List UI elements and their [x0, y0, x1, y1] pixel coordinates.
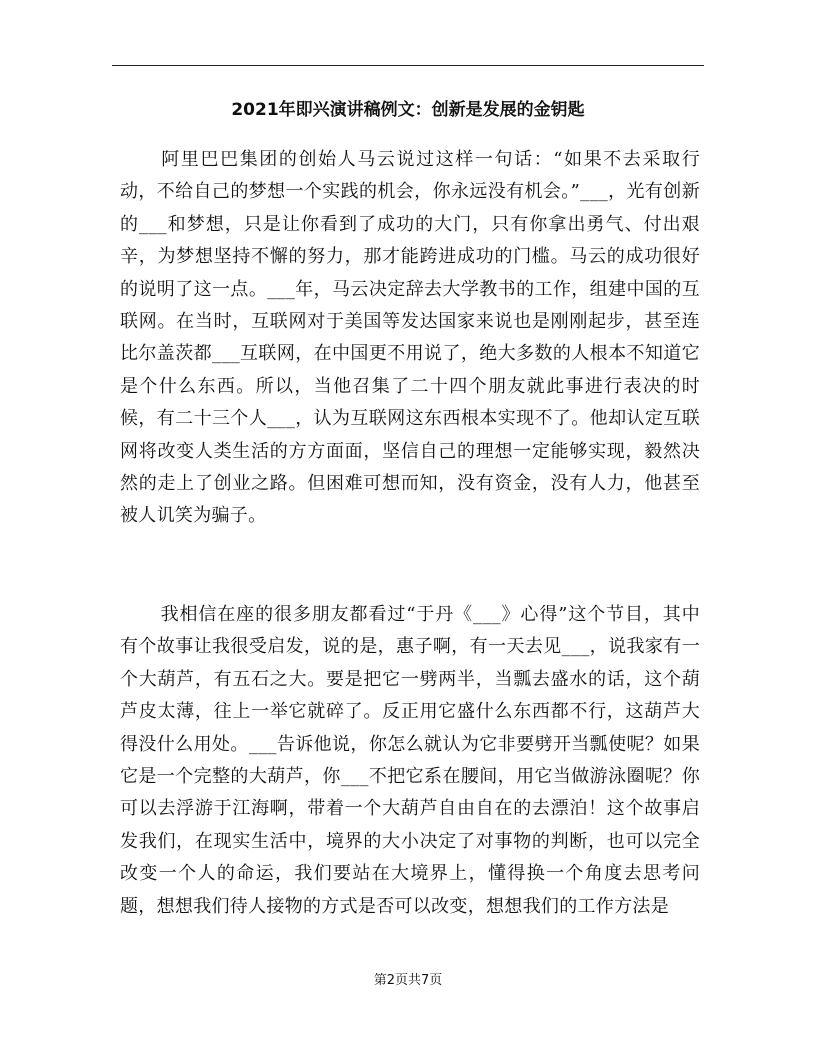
paragraph-2	[120, 599, 700, 923]
page-number-footer: 第2页共7页	[373, 973, 443, 988]
document-title: 2021年即兴演讲稿例文：创新是发展的金钥匙	[231, 100, 585, 120]
header-rule	[112, 65, 704, 66]
paragraph-1-text: 阿里巴巴集团的创始人马云说过这样一句话：“如果不去采取行动，不给自己的梦想一个实践的机会，你永远没有机会。”___，光有创新的___和梦想，只是让你看到了成功的大门，只有你拿出勇气、付出艰辛，为梦想坚持不懈的努力，那才能跨进成功的门槛。马云的成功很好的说明了这一点。___年，马云决定辞去大学教书的工作，组建中国的互联网。在当时，互联网对于美国等发达国家来说也是刚刚起步，甚至连比尔盖茨都___互联网，在中国更不用说了，绝大多数的人根本不知道它是个什么东西。所以，当他召集了二十四个朋友就此事进行表决的时候，有二十三个人___，认为互联网这东西根本实现不了。他却认定互联网将改变人类生活的方方面面，坚信自己的理想一定能够实现，毅然决然的走上了创业之路。但困难可想而知，没有资金，没有人力，他甚至被人讥笑为骗子。	[120, 149, 700, 527]
paragraph-2-text: 我相信在座的很多朋友都看过“于丹《___》心得”这个节目，其中有个故事让我很受启发，说的是，惠子啊，有一天去见___，说我家有一个大葫芦，有五石之大。要是把它一劈两半，当瓢去盛水的话，这个葫芦皮太薄，往上一举它就碎了。反正用它盛什么东西都不行，这葫芦大得没什么用处。___告诉他说，你怎么就认为它非要劈开当瓢使呢？如果它是一个完整的大葫芦，你___不把它系在腰间，用它当做游泳圈呢？你可以去浮游于江海啊，带着一个大葫芦自由自在的去漂泊！这个故事启发我们，在现实生活中，境界的大小决定了对事物的判断，也可以完全改变一个人的命运，我们要站在大境界上，懂得换一个角度去思考问题，想想我们待人接物的方式是否可以改变，想想我们的工作方法是	[120, 604, 700, 917]
paragraph-1	[120, 144, 700, 533]
